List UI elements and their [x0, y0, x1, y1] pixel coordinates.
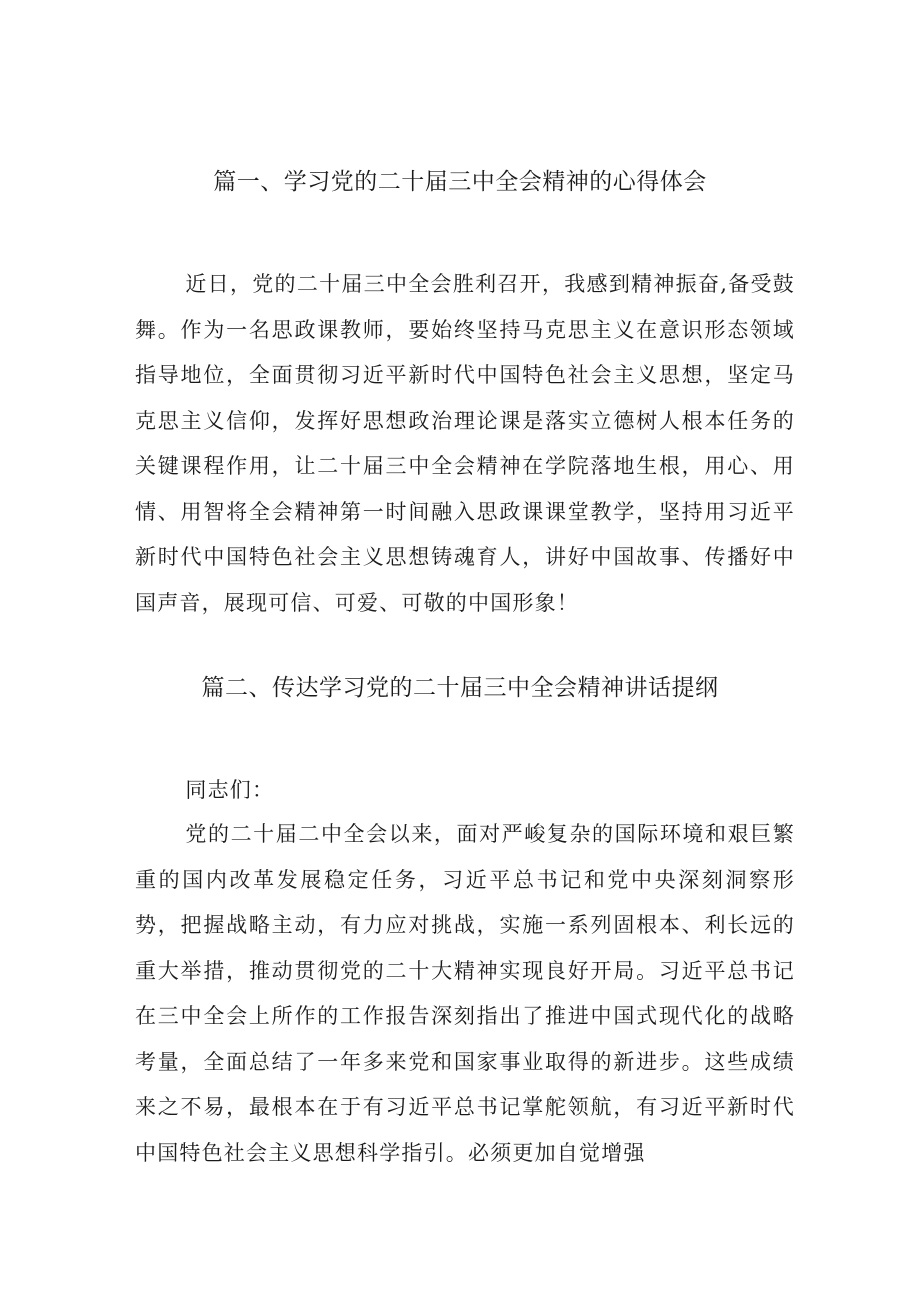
section-2-salutation: 同志们： — [185, 778, 275, 802]
section-1-paragraph: 近日，党的二十届三中全会胜利召开，我感到精神振奋,备受鼓舞。作为一名思政课教师，要始终坚持马克思主义在意识形态领域指导地位，全面贯彻习近平新时代中国特色社会主义思想，坚定马克思主义信仰，发挥好思想政治理论课是落实立德树人根本任务的关键课程作用，让二十届三中全会精神在学院落地生根，用心、用情、用智将全会精神第一时间融入思政课课堂教学，坚持用习近平新时代中国特色社会主义思想铸魂育人，讲好中国故事、传播好中国声音，展现可信、可爱、可敬的中国形象！ — [135, 272, 795, 615]
section-2-title: 篇二、传达学习党的二十届三中全会精神讲话提纲 — [201, 675, 719, 701]
section-1-title: 篇一、学习党的二十届三中全会精神的心得体会 — [213, 169, 707, 195]
section-2-paragraph: 党的二十届二中全会以来，面对严峻复杂的国际环境和艰巨繁重的国内改革发展稳定任务，习近平总书记和党中央深刻洞察形势，把握战略主动，有力应对挑战，实施一系列固根本、利长远的重大举措，推动贯彻党的二十大精神实现良好开局。习近平总书记在三中全会上所作的工作报告深刻指出了推进中国式现代化的战略考量，全面总结了一年多来党和国家事业取得的新进步。这些成绩来之不易，最根本在于有习近平总书记掌舵领航，有习近平新时代中国特色社会主义思想科学指引。必须更加自觉增强 — [135, 822, 795, 1165]
